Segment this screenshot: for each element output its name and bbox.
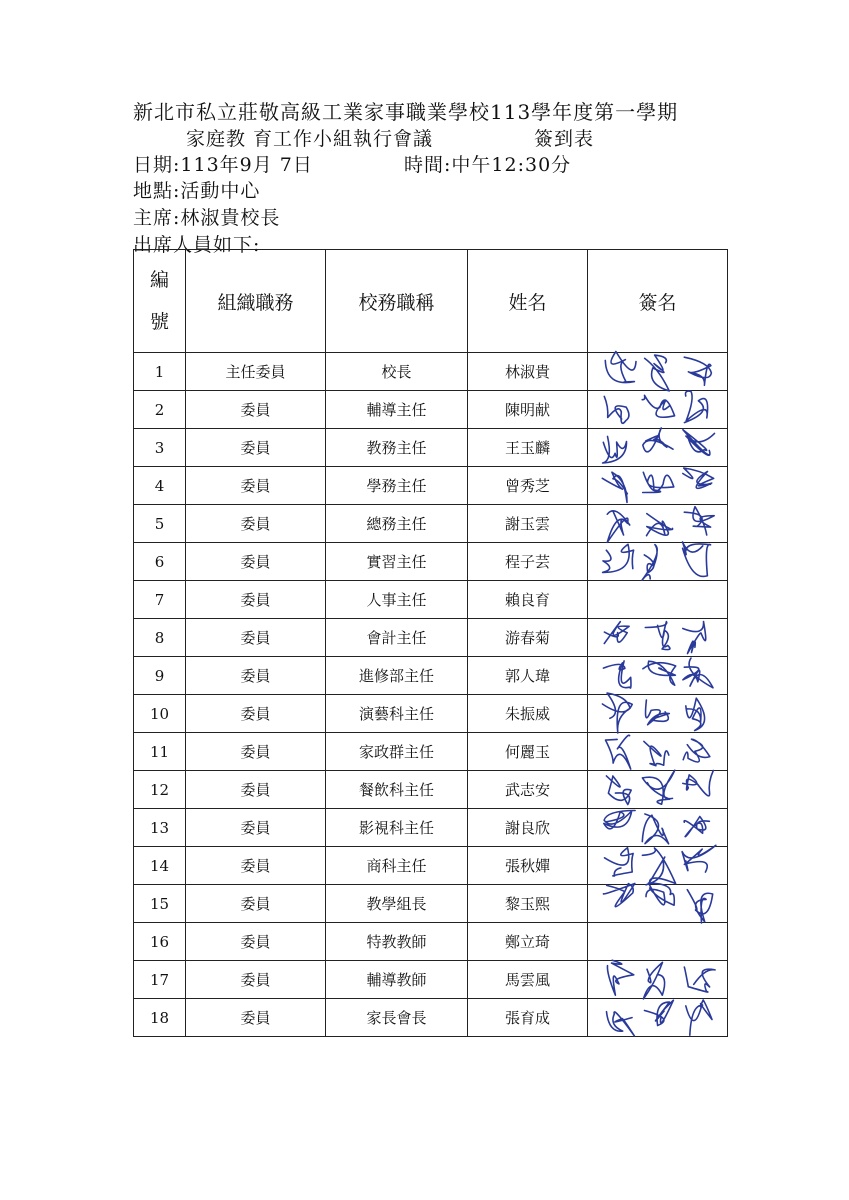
meeting-date: 日期:113年9月 7日 [133, 154, 313, 176]
signature-stroke [684, 967, 715, 992]
signature-stroke [644, 741, 669, 765]
signature-stroke [607, 511, 629, 543]
table-row [134, 391, 728, 429]
signature-stroke [606, 735, 631, 769]
meeting-place: 地點:活動中心 [133, 180, 261, 202]
signature-stroke [642, 770, 674, 804]
signature-stroke [605, 848, 634, 876]
row-role: 委員 [186, 961, 326, 999]
signature-stroke [603, 544, 634, 572]
row-signature-cell [588, 505, 728, 543]
row-number: 6 [134, 543, 186, 581]
signature-stroke [603, 884, 634, 907]
signature-stroke [683, 739, 710, 762]
row-number: 8 [134, 619, 186, 657]
signature-stroke [683, 658, 713, 688]
meeting-time: 時間:中午12:30分 [404, 154, 572, 176]
row-number: 18 [134, 999, 186, 1037]
row-name: 謝良欣 [468, 809, 588, 847]
row-name: 馬雲風 [468, 961, 588, 999]
row-role: 委員 [186, 695, 326, 733]
row-number: 9 [134, 657, 186, 695]
col-header-signature: 簽名 [588, 250, 728, 353]
signature-stroke [646, 700, 670, 725]
row-signature-cell [588, 429, 728, 467]
row-title: 輔導主任 [326, 391, 468, 429]
table-row [134, 733, 728, 771]
row-role: 委員 [186, 847, 326, 885]
row-title: 教務主任 [326, 429, 468, 467]
row-number: 11 [134, 733, 186, 771]
col-header-role: 組織職務 [186, 250, 326, 353]
signature-stroke [602, 693, 632, 733]
row-title: 總務主任 [326, 505, 468, 543]
signature-stroke [602, 472, 627, 502]
signature-stroke [683, 771, 714, 796]
row-number: 1 [134, 353, 186, 391]
signature-stroke [645, 622, 670, 650]
signature-stroke [643, 472, 674, 492]
row-signature-cell [588, 543, 728, 581]
signature-stroke [684, 391, 707, 423]
row-role: 委員 [186, 657, 326, 695]
row-signature-cell [588, 923, 728, 961]
table-row [134, 961, 728, 999]
row-signature-cell [588, 809, 728, 847]
signature-stroke [647, 514, 673, 536]
row-signature-cell [588, 961, 728, 999]
row-title: 家政群主任 [326, 733, 468, 771]
row-role: 委員 [186, 771, 326, 809]
signature-stroke [604, 396, 629, 423]
col-header-number: 編號 [134, 250, 186, 353]
row-signature-cell [588, 391, 728, 429]
row-signature-cell [588, 847, 728, 885]
table-row [134, 353, 728, 391]
signature-stroke [643, 962, 664, 999]
row-title: 特教教師 [326, 923, 468, 961]
row-title: 校長 [326, 353, 468, 391]
row-signature-cell [588, 999, 728, 1037]
row-signature-cell [588, 771, 728, 809]
signature-stroke [645, 355, 670, 391]
row-title: 人事主任 [326, 581, 468, 619]
sheet-type: 簽到表 [534, 128, 595, 150]
table-row [134, 809, 728, 847]
row-role: 委員 [186, 505, 326, 543]
row-name: 程子芸 [468, 543, 588, 581]
col-header-name: 姓名 [468, 250, 588, 353]
row-role: 委員 [186, 543, 326, 581]
row-role: 委員 [186, 733, 326, 771]
row-number: 3 [134, 429, 186, 467]
row-name: 郭人瑋 [468, 657, 588, 695]
col-header-title: 校務職稱 [326, 250, 468, 353]
row-number: 12 [134, 771, 186, 809]
row-number: 2 [134, 391, 186, 429]
signature-stroke [683, 430, 715, 456]
table-row [134, 771, 728, 809]
signature-stroke [605, 352, 636, 383]
row-signature-cell [588, 353, 728, 391]
row-name: 鄭立琦 [468, 923, 588, 961]
table-header-row [134, 250, 728, 353]
row-role: 委員 [186, 999, 326, 1037]
signature-stroke [604, 811, 635, 829]
row-name: 何麗玉 [468, 733, 588, 771]
row-signature-cell [588, 619, 728, 657]
row-signature-cell [588, 733, 728, 771]
row-name: 曾秀芝 [468, 467, 588, 505]
signature-stroke [607, 960, 633, 995]
signature-stroke [607, 1012, 635, 1036]
row-number: 5 [134, 505, 186, 543]
signature-stroke [604, 622, 629, 644]
table-row [134, 885, 728, 923]
row-name: 王玉麟 [468, 429, 588, 467]
table-row [134, 923, 728, 961]
signature-stroke [642, 814, 668, 844]
row-number: 14 [134, 847, 186, 885]
row-role: 委員 [186, 467, 326, 505]
signature-stroke [686, 698, 705, 730]
table-row [134, 695, 728, 733]
meeting-chair: 主席:林淑貴校長 [133, 207, 281, 229]
signature-stroke [642, 395, 674, 417]
row-signature-cell [588, 657, 728, 695]
row-name: 黎玉熙 [468, 885, 588, 923]
row-number: 16 [134, 923, 186, 961]
row-title: 會計主任 [326, 619, 468, 657]
row-signature-cell [588, 885, 728, 923]
signature-stroke [642, 848, 675, 885]
signature-stroke [646, 883, 674, 905]
table-row [134, 619, 728, 657]
row-name: 謝玉雲 [468, 505, 588, 543]
row-number: 15 [134, 885, 186, 923]
signature-stroke [643, 661, 676, 685]
row-title: 影視科主任 [326, 809, 468, 847]
row-role: 主任委員 [186, 353, 326, 391]
signature-stroke [686, 1000, 712, 1035]
signature-stroke [603, 661, 631, 688]
row-signature-cell [588, 581, 728, 619]
table-row [134, 657, 728, 695]
row-title: 教學組長 [326, 885, 468, 923]
table-row [134, 999, 728, 1037]
document-title: 新北市私立莊敬高級工業家事職業學校113學年度第一學期 [133, 100, 679, 124]
attendees-heading: 出席人員如下: [133, 234, 261, 256]
row-number: 10 [134, 695, 186, 733]
signature-stroke [683, 542, 711, 577]
row-name: 林淑貴 [468, 353, 588, 391]
row-signature-cell [588, 467, 728, 505]
row-number: 4 [134, 467, 186, 505]
signature-stroke [603, 436, 627, 463]
row-number: 7 [134, 581, 186, 619]
row-number: 13 [134, 809, 186, 847]
row-name: 張秋嬋 [468, 847, 588, 885]
row-name: 朱振威 [468, 695, 588, 733]
row-title: 家長會長 [326, 999, 468, 1037]
table-row [134, 581, 728, 619]
row-title: 演藝科主任 [326, 695, 468, 733]
row-role: 委員 [186, 809, 326, 847]
row-title: 輔導教師 [326, 961, 468, 999]
row-name: 游春菊 [468, 619, 588, 657]
table-row [134, 467, 728, 505]
table-row [134, 505, 728, 543]
row-role: 委員 [186, 619, 326, 657]
row-role: 委員 [186, 391, 326, 429]
table-row [134, 543, 728, 581]
row-name: 陳明献 [468, 391, 588, 429]
row-name: 張育成 [468, 999, 588, 1037]
signature-stroke [643, 428, 673, 452]
row-name: 武志安 [468, 771, 588, 809]
signature-stroke [684, 817, 709, 837]
signature-stroke [684, 357, 711, 385]
row-name: 賴良育 [468, 581, 588, 619]
row-title: 進修部主任 [326, 657, 468, 695]
row-title: 商科主任 [326, 847, 468, 885]
signature-stroke [683, 622, 706, 654]
row-title: 餐飲科主任 [326, 771, 468, 809]
signature-stroke [687, 890, 712, 923]
row-role: 委員 [186, 429, 326, 467]
signature-stroke [642, 545, 657, 581]
row-number: 17 [134, 961, 186, 999]
signature-stroke [606, 776, 631, 805]
row-title: 實習主任 [326, 543, 468, 581]
sign-in-table [133, 249, 728, 1037]
row-role: 委員 [186, 581, 326, 619]
signature-stroke [684, 507, 714, 535]
row-signature-cell [588, 695, 728, 733]
row-role: 委員 [186, 923, 326, 961]
signature-stroke [645, 1000, 674, 1025]
meeting-name: 家庭教 育工作小組執行會議 [186, 128, 434, 150]
table-row [134, 429, 728, 467]
signature-stroke [683, 468, 714, 488]
table-row [134, 847, 728, 885]
row-title: 學務主任 [326, 467, 468, 505]
signature-stroke [682, 845, 716, 872]
row-role: 委員 [186, 885, 326, 923]
